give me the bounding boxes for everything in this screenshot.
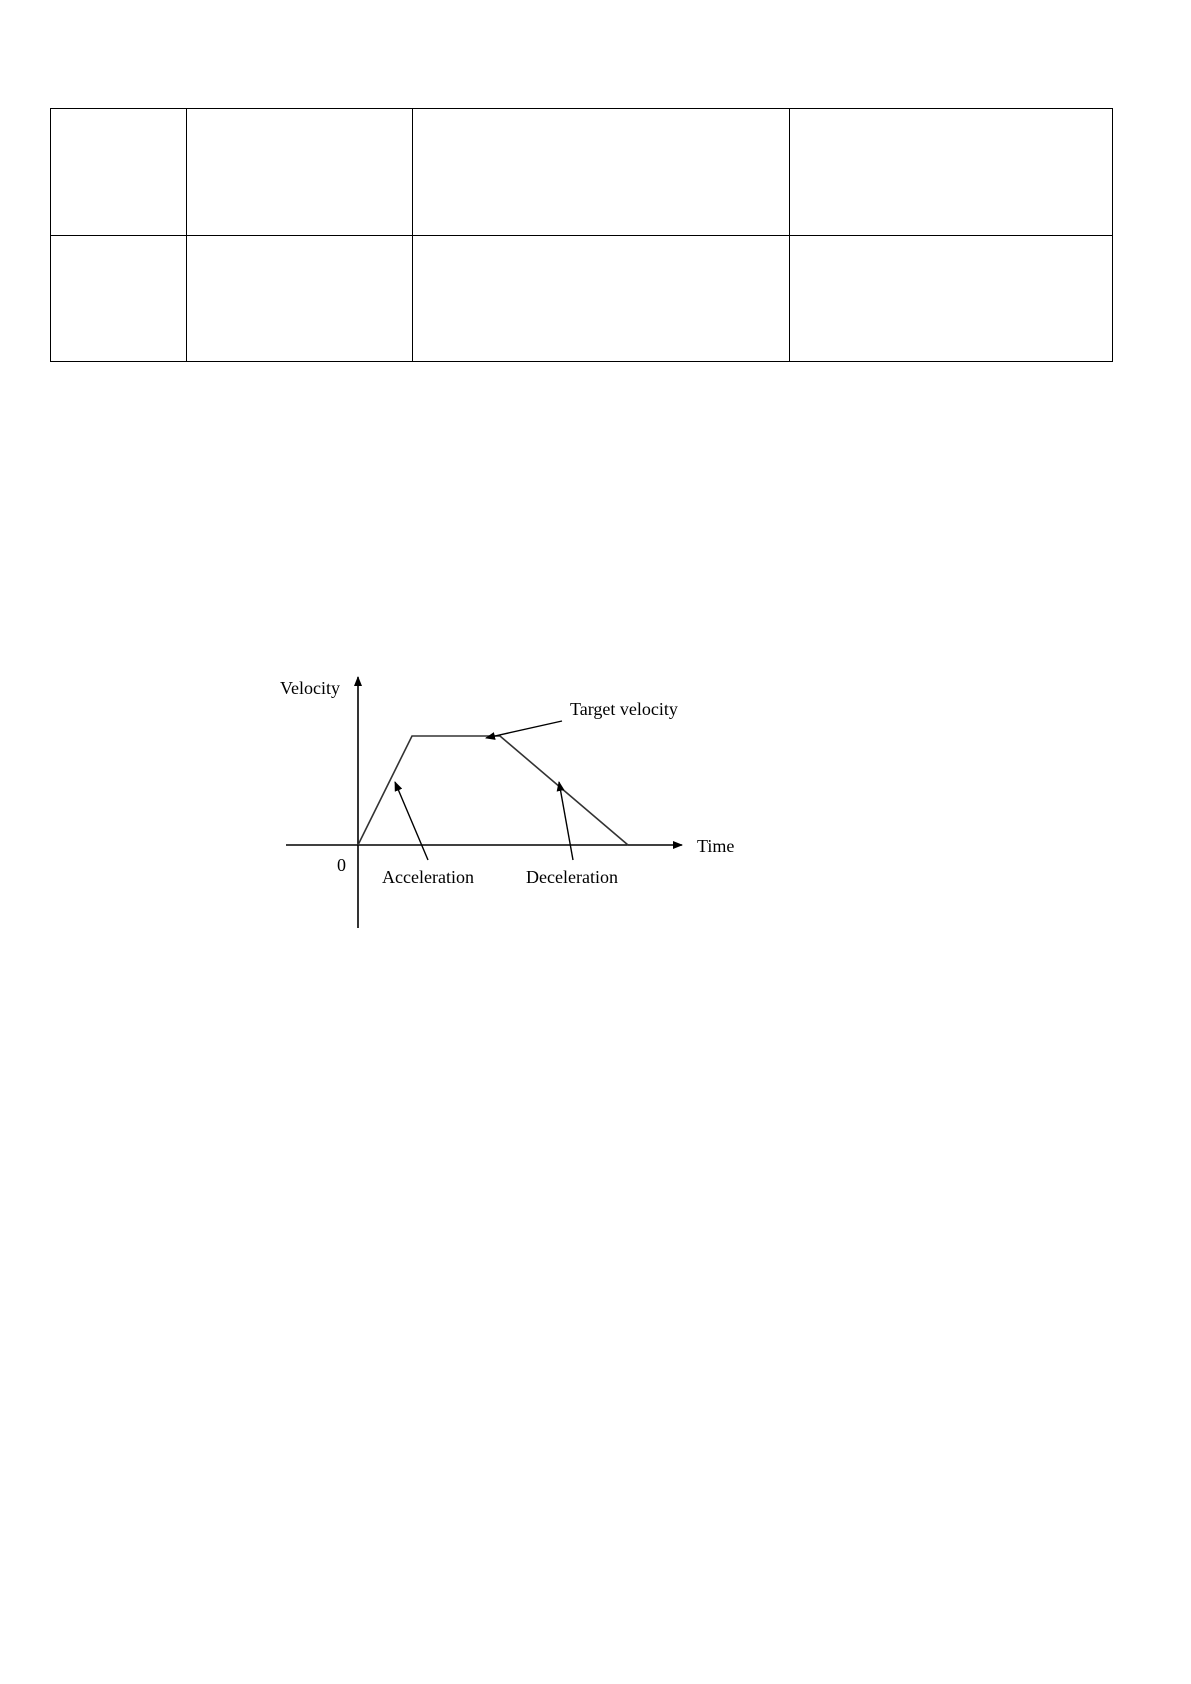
table-cell xyxy=(187,109,413,236)
table-cell xyxy=(51,235,187,362)
target-velocity-label: Target velocity xyxy=(570,699,678,719)
table-cell xyxy=(413,109,790,236)
acceleration-label: Acceleration xyxy=(382,867,474,887)
document-table xyxy=(50,108,1113,362)
y-axis-label: Velocity xyxy=(280,678,340,698)
x-axis-label: Time xyxy=(697,836,735,856)
table-cell xyxy=(790,109,1113,236)
acceleration-arrow xyxy=(395,782,428,860)
origin-label: 0 xyxy=(337,855,346,875)
table-row xyxy=(51,235,1113,362)
deceleration-arrow xyxy=(559,782,573,860)
velocity-profile-diagram xyxy=(270,660,750,940)
target-velocity-arrow xyxy=(486,721,562,738)
table-cell xyxy=(187,235,413,362)
table-cell xyxy=(413,235,790,362)
deceleration-label: Deceleration xyxy=(526,867,618,887)
table-cell xyxy=(790,235,1113,362)
velocity-profile-svg xyxy=(270,660,750,940)
table-row xyxy=(51,109,1113,236)
table-cell xyxy=(51,109,187,236)
